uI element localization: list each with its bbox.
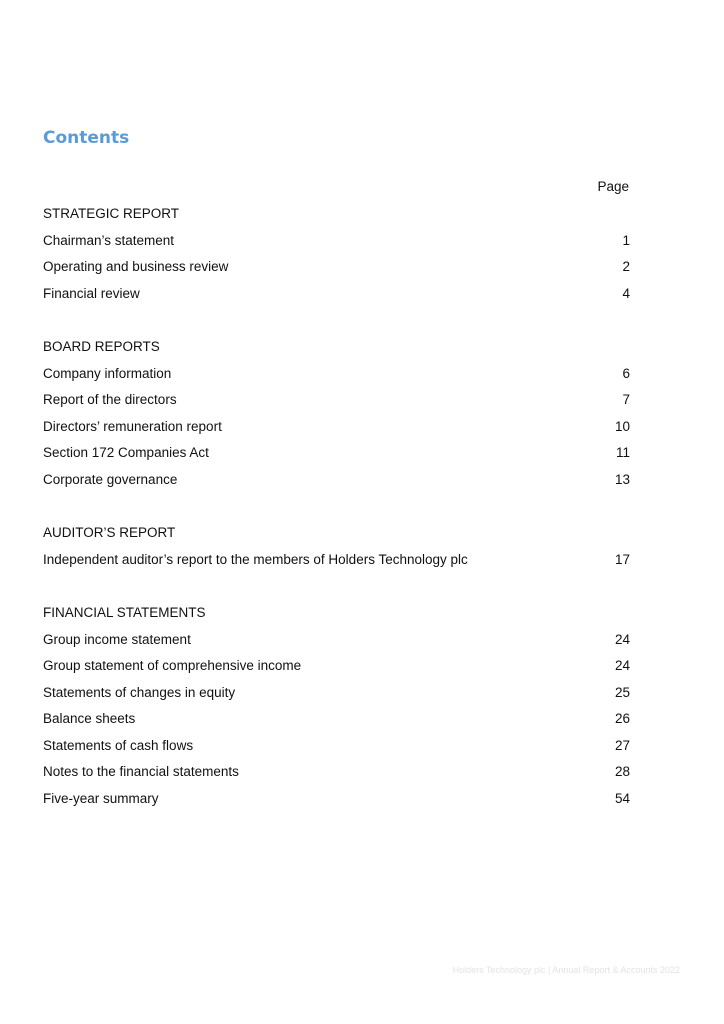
page-title: Contents <box>43 128 130 148</box>
toc-section <box>43 600 630 813</box>
toc-entry-page-number: 2 <box>622 259 630 275</box>
section-heading-label: AUDITOR’S REPORT <box>43 525 176 541</box>
toc-entry-label: Statements of cash flows <box>43 737 194 753</box>
toc-entry <box>43 254 630 281</box>
toc-entry <box>43 680 630 707</box>
toc-entry-label: Group income statement <box>43 631 191 647</box>
section-heading-label: FINANCIAL STATEMENTS <box>43 604 206 620</box>
toc-entry-label: Company information <box>43 365 172 381</box>
toc-entry-page-number: 24 <box>614 631 630 647</box>
section-heading <box>43 334 630 361</box>
toc-entry-label: Five-year summary <box>43 791 159 807</box>
toc-entry-label: Corporate governance <box>43 471 178 487</box>
toc-entry <box>43 440 630 467</box>
toc-entry-label: Balance sheets <box>43 711 136 727</box>
toc-entry <box>43 228 630 255</box>
toc-entry <box>43 627 630 654</box>
toc-entry-label: Notes to the financial statements <box>43 764 239 780</box>
toc-entry-page-number: 25 <box>614 684 630 700</box>
toc-section <box>43 334 630 494</box>
toc-entry-page-number: 28 <box>614 764 630 780</box>
toc-entry-label: Report of the directors <box>43 392 177 408</box>
toc-entry <box>43 414 630 441</box>
toc-entry-label: Independent auditor’s report to the members of Holders Technology plc <box>43 551 468 567</box>
toc-entry <box>43 281 630 308</box>
toc-entry-page-number: 13 <box>614 471 630 487</box>
toc-entry-page-number: 54 <box>614 791 630 807</box>
toc-entry <box>43 467 630 494</box>
toc-entry-label: Financial review <box>43 285 140 301</box>
toc-entry <box>43 361 630 388</box>
toc-entry <box>43 547 630 574</box>
toc-entry <box>43 786 630 813</box>
toc-entry <box>43 653 630 680</box>
section-heading-label: STRATEGIC REPORT <box>43 206 180 221</box>
toc-entry-label: Group statement of comprehensive income <box>43 658 302 674</box>
toc-entry <box>43 706 630 733</box>
toc-entry-page-number: 4 <box>622 285 630 301</box>
toc-entry-label: Operating and business review <box>43 259 229 275</box>
toc-entry <box>43 387 630 414</box>
toc-entry-page-number: 17 <box>614 551 630 567</box>
toc-entry-label: Statements of changes in equity <box>43 684 236 700</box>
toc-entry-label: Chairman’s statement <box>43 232 175 248</box>
section-heading <box>43 600 630 627</box>
page-column-header: Page <box>597 179 629 194</box>
toc-entry-page-number: 26 <box>614 711 630 727</box>
toc-entry-page-number: 1 <box>622 232 630 248</box>
toc-entry-page-number: 10 <box>614 418 630 434</box>
toc-entry-page-number: 6 <box>622 365 630 381</box>
section-heading <box>43 520 630 547</box>
toc-entry-page-number: 24 <box>614 658 630 674</box>
section-heading-label: BOARD REPORTS <box>43 338 160 354</box>
toc-entry-label: Section 172 Companies Act <box>43 445 209 461</box>
toc-entry <box>43 733 630 760</box>
toc-entry <box>43 759 630 786</box>
toc-section <box>43 520 630 573</box>
table-of-contents <box>43 201 630 839</box>
toc-entry-label: Directors’ remuneration report <box>43 418 222 434</box>
section-heading <box>43 201 630 228</box>
toc-entry-page-number: 27 <box>614 737 630 753</box>
toc-entry-page-number: 11 <box>615 445 630 461</box>
toc-entry-page-number: 7 <box>622 392 630 408</box>
toc-section <box>43 201 630 307</box>
page-footer: Holders Technology plc | Annual Report & Accounts 2022 <box>452 965 680 975</box>
